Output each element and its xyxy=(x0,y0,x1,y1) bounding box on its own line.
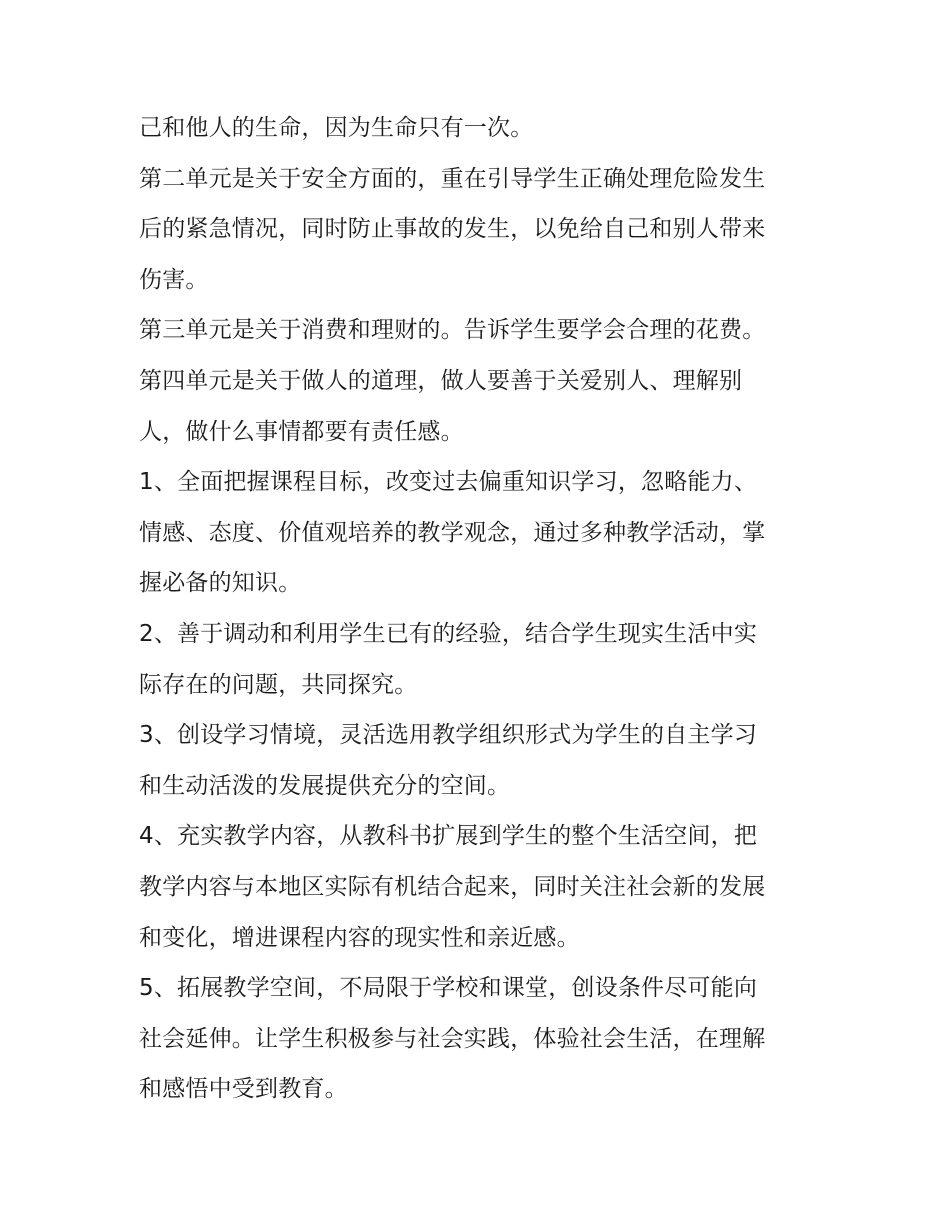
text-line: 第四单元是关于做人的道理，做人要善于关爱别人、理解别 xyxy=(139,367,743,394)
text-line: 1、全面把握课程目标，改变过去偏重知识学习，忽略能力、 xyxy=(139,469,758,496)
text-line: 际存在的问题，共同探究。 xyxy=(139,671,418,698)
text-line: 人，做什么事情都要有责任感。 xyxy=(139,418,464,445)
text-line: 2、善于调动和利用学生已有的经验，结合学生现实生活中实 xyxy=(139,620,758,647)
text-line: 第三单元是关于消费和理财的。告诉学生要学会合理的花费。 xyxy=(139,317,766,344)
text-line: 握必备的知识。 xyxy=(139,570,302,597)
text-line: 第二单元是关于安全方面的，重在引导学生正确处理危险发生 xyxy=(139,165,766,192)
text-line: 5、拓展教学空间，不局限于学校和课堂，创设条件尽可能向 xyxy=(139,975,758,1002)
document-body xyxy=(139,103,819,1115)
text-line: 4、充实教学内容，从教科书扩展到学生的整个生活空间，把 xyxy=(139,823,758,850)
text-line: 和感悟中受到教育。 xyxy=(139,1076,348,1103)
text-line: 3、创设学习情境，灵活选用教学组织形式为学生的自主学习 xyxy=(139,722,758,749)
text-line: 和变化，增进课程内容的现实性和亲近感。 xyxy=(139,924,580,951)
text-line: 和生动活泼的发展提供充分的空间。 xyxy=(139,772,511,799)
text-line: 教学内容与本地区实际有机结合起来，同时关注社会新的发展 xyxy=(139,873,766,900)
text-line: 己和他人的生命，因为生命只有一次。 xyxy=(139,115,534,141)
text-line: 后的紧急情况，同时防止事故的发生，以免给自己和别人带来 xyxy=(139,216,766,243)
text-line: 情感、态度、价值观培养的教学观念，通过多种教学活动，掌 xyxy=(139,519,766,546)
text-line: 社会延伸。让学生积极参与社会实践，体验社会生活，在理解 xyxy=(139,1025,766,1052)
text-line: 伤害。 xyxy=(139,266,209,293)
